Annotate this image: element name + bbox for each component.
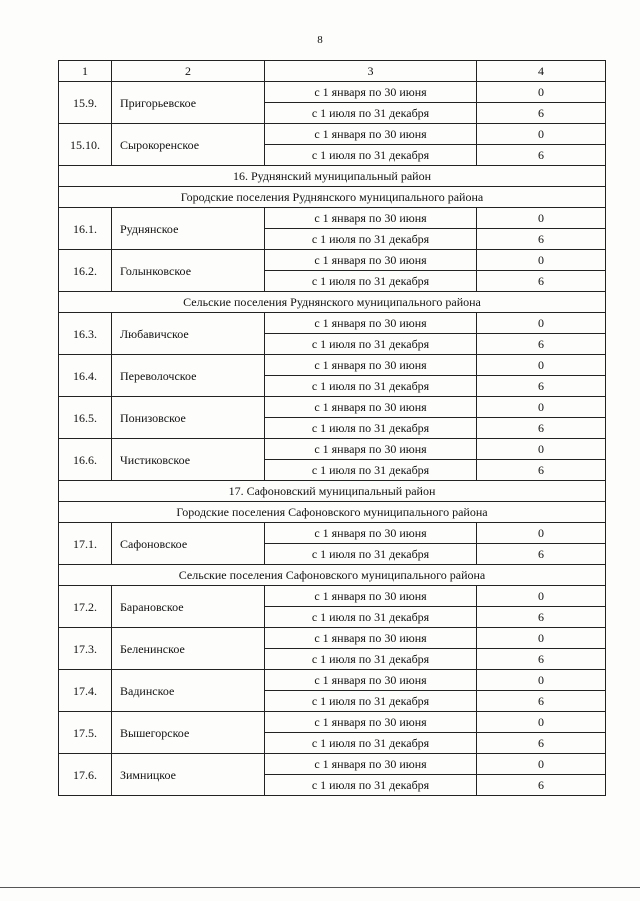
header-cell-4: 4 (477, 61, 606, 82)
table-row (59, 313, 606, 334)
settlement-name: Сафоновское (112, 523, 265, 565)
section-heading: Городские поселения Сафоновского муниципального района (59, 502, 606, 523)
period-cell: с 1 января по 30 июня (265, 712, 477, 733)
period-cell: с 1 января по 30 июня (265, 670, 477, 691)
row-number: 15.9. (59, 82, 112, 124)
row-number: 16.3. (59, 313, 112, 355)
period-cell: с 1 января по 30 июня (265, 313, 477, 334)
section-row (59, 502, 606, 523)
settlement-name: Руднянское (112, 208, 265, 250)
settlement-name: Понизовское (112, 397, 265, 439)
row-number: 16.1. (59, 208, 112, 250)
value-cell: 6 (477, 145, 606, 166)
settlement-name: Вышегорское (112, 712, 265, 754)
value-cell: 0 (477, 397, 606, 418)
value-cell: 0 (477, 82, 606, 103)
table-row (59, 355, 606, 376)
section-row (59, 565, 606, 586)
value-cell: 6 (477, 460, 606, 481)
section-row (59, 481, 606, 502)
table-row (59, 670, 606, 691)
table-row (59, 124, 606, 145)
value-cell: 0 (477, 124, 606, 145)
table-row (59, 439, 606, 460)
section-row (59, 292, 606, 313)
period-cell: с 1 июля по 31 декабря (265, 544, 477, 565)
table-row (59, 523, 606, 544)
period-cell: с 1 июля по 31 декабря (265, 607, 477, 628)
value-cell: 0 (477, 313, 606, 334)
period-cell: с 1 июля по 31 декабря (265, 460, 477, 481)
footer-divider (0, 887, 640, 888)
page-number: 8 (317, 34, 323, 46)
row-number: 16.4. (59, 355, 112, 397)
settlement-name: Любавичское (112, 313, 265, 355)
header-cell-1: 1 (59, 61, 112, 82)
table-row (59, 712, 606, 733)
value-cell: 6 (477, 376, 606, 397)
section-heading: 16. Руднянский муниципальный район (59, 166, 606, 187)
settlement-name: Барановское (112, 586, 265, 628)
value-cell: 0 (477, 523, 606, 544)
period-cell: с 1 января по 30 июня (265, 754, 477, 775)
period-cell: с 1 июля по 31 декабря (265, 145, 477, 166)
section-heading: Сельские поселения Руднянского муниципального района (59, 292, 606, 313)
period-cell: с 1 июля по 31 декабря (265, 775, 477, 796)
section-heading: 17. Сафоновский муниципальный район (59, 481, 606, 502)
value-cell: 0 (477, 250, 606, 271)
period-cell: с 1 июля по 31 декабря (265, 376, 477, 397)
table-body (59, 82, 606, 796)
period-cell: с 1 июля по 31 декабря (265, 229, 477, 250)
period-cell: с 1 января по 30 июня (265, 523, 477, 544)
table-row (59, 586, 606, 607)
period-cell: с 1 января по 30 июня (265, 124, 477, 145)
settlement-name: Переволочское (112, 355, 265, 397)
section-row (59, 187, 606, 208)
settlement-name: Пригорьевское (112, 82, 265, 124)
period-cell: с 1 января по 30 июня (265, 355, 477, 376)
table-row (59, 628, 606, 649)
value-cell: 6 (477, 544, 606, 565)
settlement-name: Вадинское (112, 670, 265, 712)
value-cell: 6 (477, 733, 606, 754)
period-cell: с 1 января по 30 июня (265, 439, 477, 460)
value-cell: 6 (477, 691, 606, 712)
header-cell-3: 3 (265, 61, 477, 82)
value-cell: 0 (477, 439, 606, 460)
value-cell: 0 (477, 628, 606, 649)
table-row (59, 397, 606, 418)
header-cell-2: 2 (112, 61, 265, 82)
row-number: 15.10. (59, 124, 112, 166)
header-row (59, 61, 606, 82)
value-cell: 0 (477, 754, 606, 775)
value-cell: 6 (477, 649, 606, 670)
value-cell: 6 (477, 334, 606, 355)
period-cell: с 1 января по 30 июня (265, 82, 477, 103)
period-cell: с 1 июля по 31 декабря (265, 733, 477, 754)
row-number: 17.4. (59, 670, 112, 712)
section-heading: Сельские поселения Сафоновского муниципального района (59, 565, 606, 586)
period-cell: с 1 июля по 31 декабря (265, 418, 477, 439)
value-cell: 6 (477, 103, 606, 124)
row-number: 16.2. (59, 250, 112, 292)
settlement-name: Чистиковское (112, 439, 265, 481)
settlement-name: Голынковское (112, 250, 265, 292)
period-cell: с 1 января по 30 июня (265, 250, 477, 271)
value-cell: 0 (477, 712, 606, 733)
row-number: 17.1. (59, 523, 112, 565)
value-cell: 0 (477, 586, 606, 607)
value-cell: 0 (477, 355, 606, 376)
period-cell: с 1 января по 30 июня (265, 586, 477, 607)
value-cell: 0 (477, 670, 606, 691)
section-heading: Городские поселения Руднянского муниципального района (59, 187, 606, 208)
period-cell: с 1 июля по 31 декабря (265, 271, 477, 292)
row-number: 17.5. (59, 712, 112, 754)
period-cell: с 1 января по 30 июня (265, 397, 477, 418)
row-number: 16.6. (59, 439, 112, 481)
period-cell: с 1 июля по 31 декабря (265, 691, 477, 712)
value-cell: 6 (477, 271, 606, 292)
value-cell: 6 (477, 418, 606, 439)
row-number: 16.5. (59, 397, 112, 439)
table-row (59, 208, 606, 229)
period-cell: с 1 января по 30 июня (265, 208, 477, 229)
period-cell: с 1 января по 30 июня (265, 628, 477, 649)
section-row (59, 166, 606, 187)
period-cell: с 1 июля по 31 декабря (265, 649, 477, 670)
table-row (59, 250, 606, 271)
value-cell: 0 (477, 208, 606, 229)
settlement-name: Зимницкое (112, 754, 265, 796)
value-cell: 6 (477, 229, 606, 250)
value-cell: 6 (477, 775, 606, 796)
row-number: 17.2. (59, 586, 112, 628)
period-cell: с 1 июля по 31 декабря (265, 103, 477, 124)
table-row (59, 754, 606, 775)
row-number: 17.6. (59, 754, 112, 796)
tariff-table (58, 60, 606, 796)
period-cell: с 1 июля по 31 декабря (265, 334, 477, 355)
settlement-name: Сырокоренское (112, 124, 265, 166)
settlement-name: Беленинское (112, 628, 265, 670)
row-number: 17.3. (59, 628, 112, 670)
table-row (59, 82, 606, 103)
value-cell: 6 (477, 607, 606, 628)
